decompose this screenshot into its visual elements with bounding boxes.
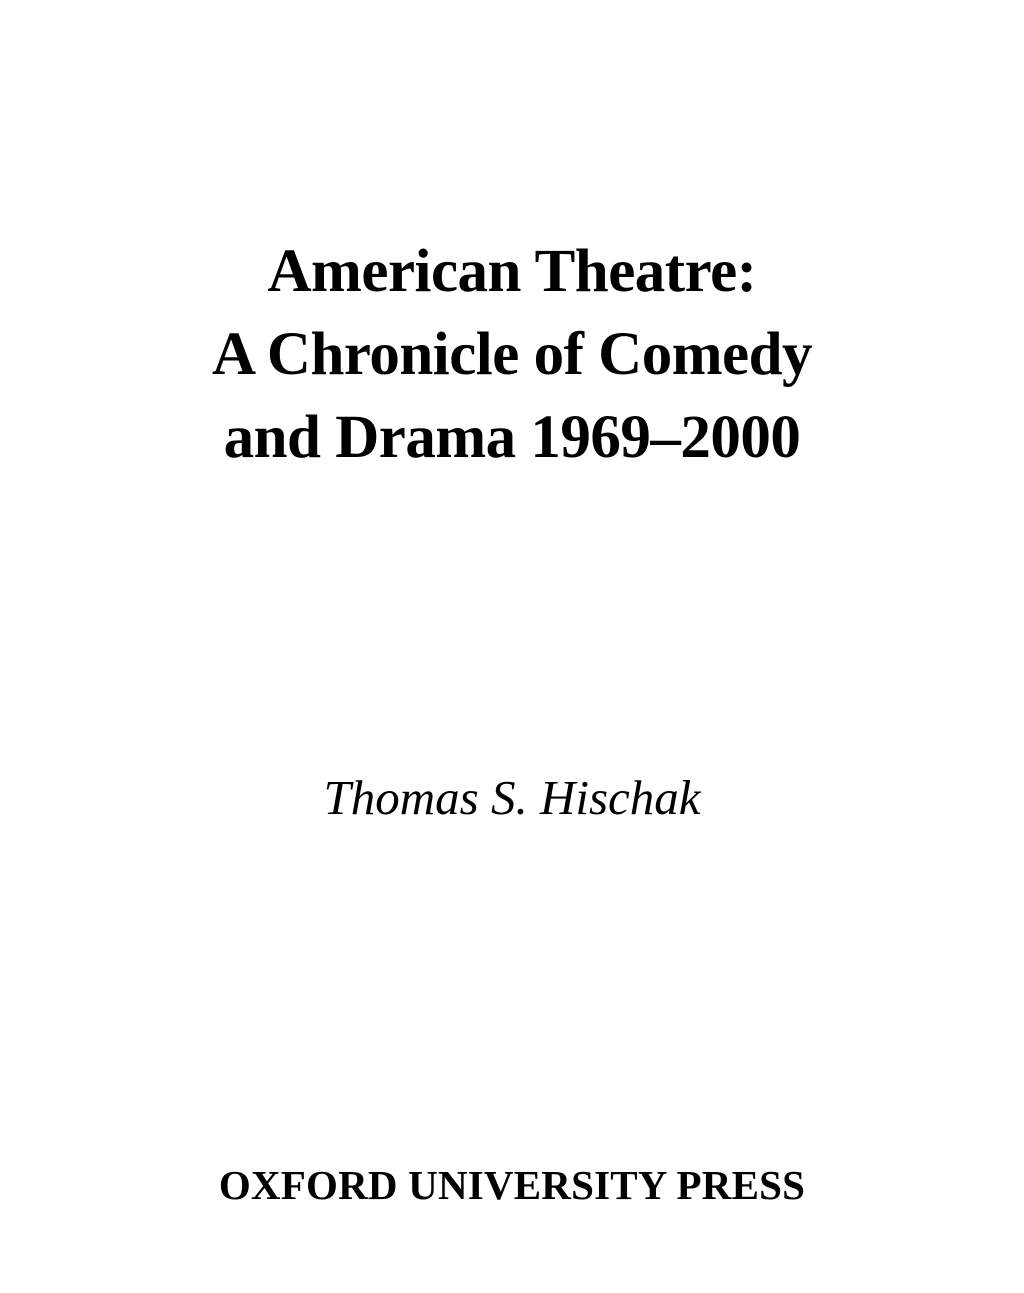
title-line-2: A Chronicle of Comedy xyxy=(211,321,813,388)
publisher-name: OXFORD UNIVERSITY PRESS xyxy=(218,1162,806,1208)
author-name: Thomas S. Hischak xyxy=(323,770,701,825)
book-title xyxy=(0,230,1024,479)
title-line-3: and Drama 1969–2000 xyxy=(223,404,801,471)
title-line-1: American Theatre: xyxy=(267,238,757,305)
